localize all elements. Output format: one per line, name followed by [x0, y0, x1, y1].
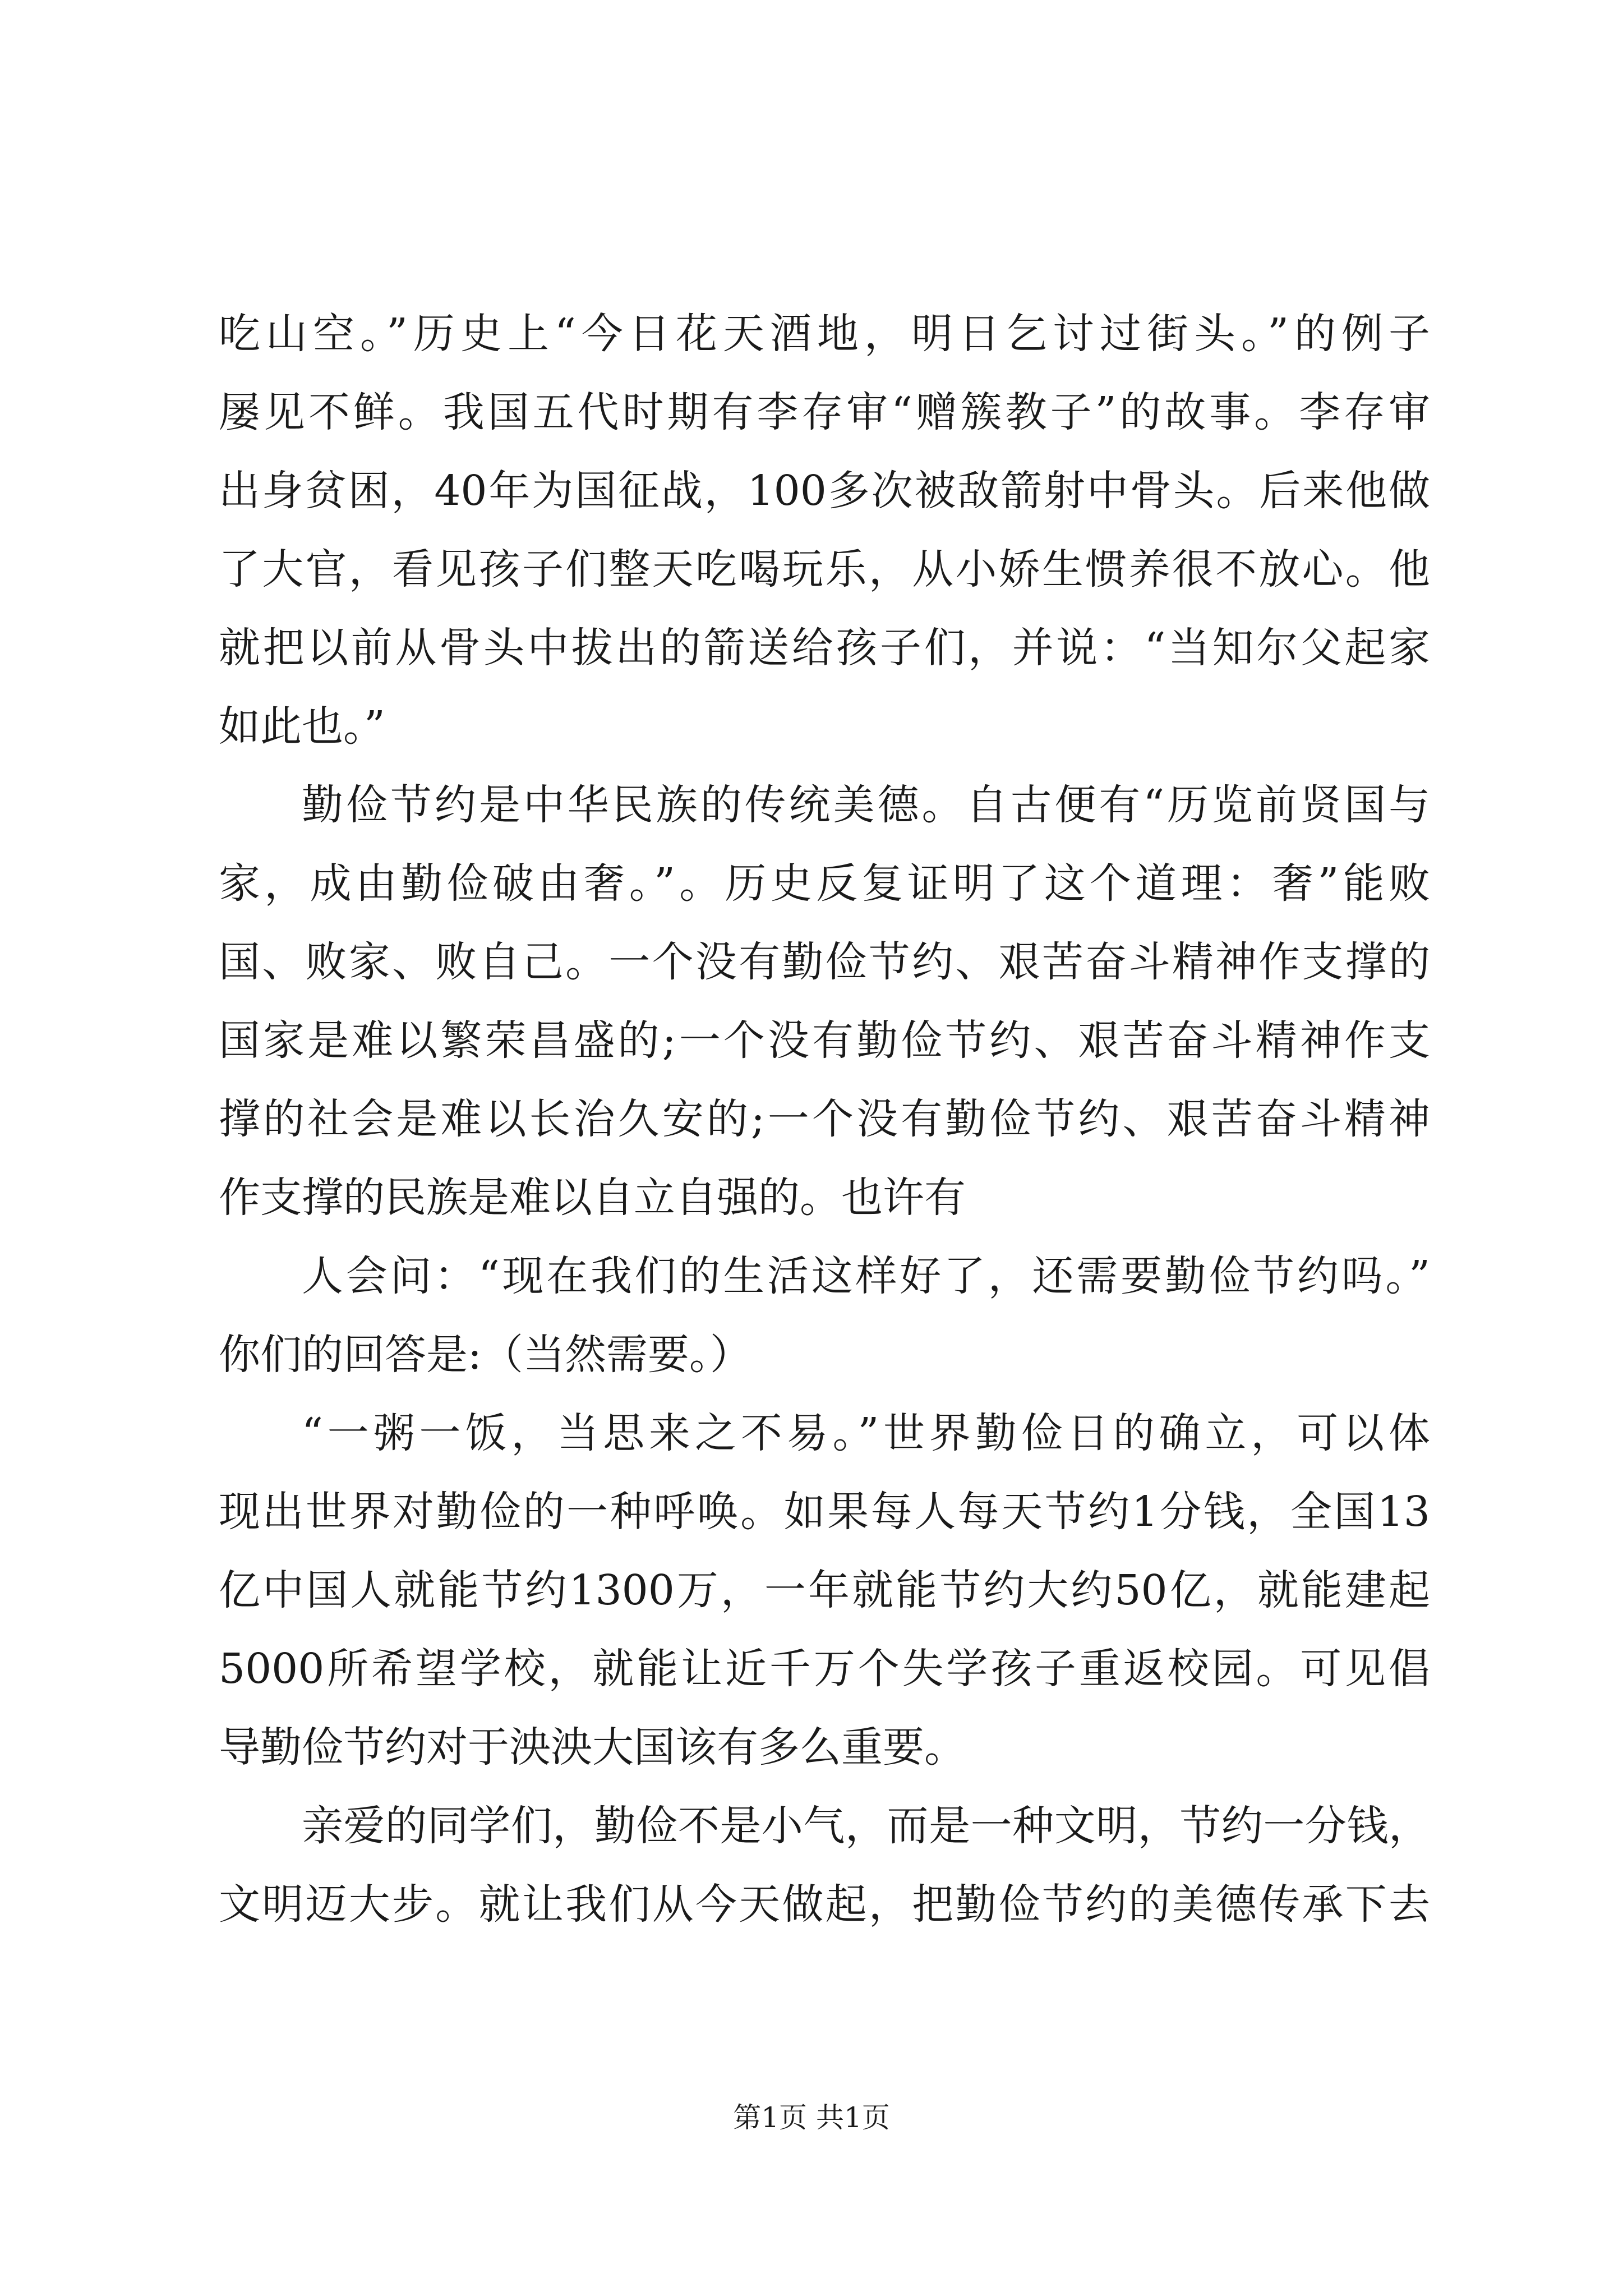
text-line-5: 就把以前从骨头中拔出的箭送给孩子们，并说：“当知尔父起家 — [219, 624, 1430, 672]
text-line-12: 作支撑的民族是难以自立自强的。也许有 — [219, 1174, 966, 1222]
text-line-14: 你们的回答是:（当然需要。） — [219, 1331, 751, 1379]
text-line-10: 国家是难以繁荣昌盛的;一个没有勤俭节约、艰苦奋斗精神作支 — [219, 1016, 1430, 1065]
text-line-2: 屡见不鲜。我国五代时期有李存审“赠簇教子”的故事。李存审 — [219, 388, 1430, 436]
text-line-7: 勤俭节约是中华民族的传统美德。自古便有“历览前贤国与 — [302, 781, 1430, 829]
text-line-16: 现出世界对勤俭的一种呼唤。如果每人每天节约1分钱，全国13 — [219, 1488, 1430, 1536]
text-line-8: 家，成由勤俭破由奢。”。历史反复证明了这个道理：奢”能败 — [219, 859, 1430, 908]
text-line-19: 导勤俭节约对于泱泱大国该有多么重要。 — [219, 1723, 966, 1772]
text-line-9: 国、败家、败自己。一个没有勤俭节约、艰苦奋斗精神作支撑的 — [219, 938, 1430, 986]
text-line-20: 亲爱的同学们，勤俭不是小气，而是一种文明，节约一分钱， — [302, 1802, 1430, 1850]
page-footer: 第1页 共1页 — [733, 2101, 890, 2134]
text-line-17: 亿中国人就能节约1300万，一年就能节约大约50亿，就能建起 — [219, 1566, 1430, 1614]
text-line-21: 文明迈大步。就让我们从今天做起，把勤俭节约的美德传承下去 — [219, 1880, 1430, 1929]
text-line-4: 了大官，看见孩子们整天吃喝玩乐，从小娇生惯养很不放心。他 — [219, 545, 1430, 593]
document-body — [219, 295, 1430, 1944]
text-line-3: 出身贫困，40年为国征战，100多次被敌箭射中骨头。后来他做 — [219, 467, 1430, 515]
text-line-6: 如此也。” — [219, 702, 385, 751]
text-line-11: 撑的社会是难以长治久安的;一个没有勤俭节约、艰苦奋斗精神 — [219, 1095, 1430, 1143]
text-line-1: 吃山空。”历史上“今日花天酒地，明日乞讨过街头。”的例子 — [219, 310, 1430, 358]
text-line-15: “一粥一饭，当思来之不易。”世界勤俭日的确立，可以体 — [302, 1409, 1430, 1457]
text-line-18: 5000所希望学校，就能让近千万个失学孩子重返校园。可见倡 — [219, 1645, 1430, 1693]
text-line-13: 人会问：“现在我们的生活这样好了，还需要勤俭节约吗。” — [302, 1252, 1430, 1300]
